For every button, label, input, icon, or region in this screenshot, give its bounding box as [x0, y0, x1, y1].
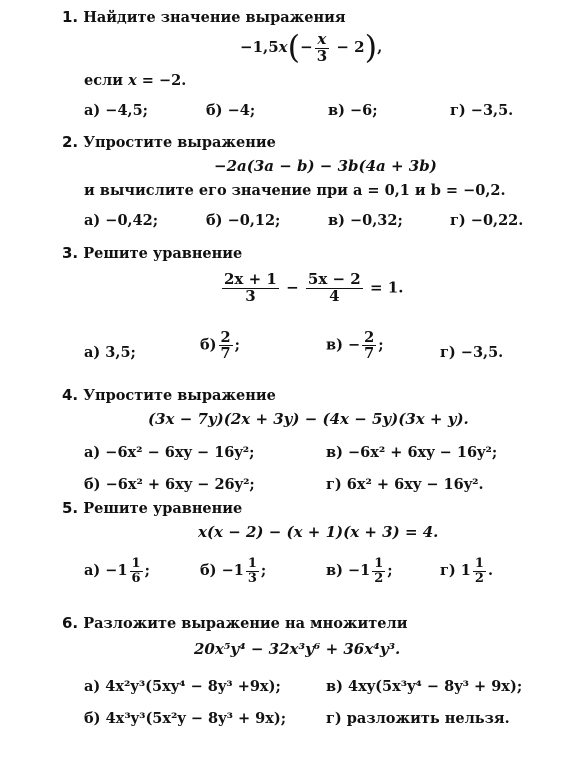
problem-2-answer-a: а) −0,42;: [84, 212, 159, 229]
fraction-numerator: 1: [474, 556, 484, 571]
problem-2-answer-d: г) −0,22.: [450, 212, 524, 229]
fraction-2: [306, 272, 363, 305]
problem-3-answer-a: а) 3,5;: [84, 344, 136, 361]
eq-rhs: = 1.: [369, 278, 404, 297]
problem-6-answer-c: в) 4xy(5x³y⁴ − 8y³ + 9x);: [326, 678, 523, 695]
answer-end: .: [487, 562, 493, 580]
problem-3-number: 3.: [62, 244, 79, 262]
fraction-numerator: 2: [220, 329, 231, 346]
expr-var: x: [278, 38, 288, 56]
problem-1-answer-a: а) −4,5;: [84, 102, 149, 119]
problem-2-answer-c: в) −0,32;: [328, 212, 403, 229]
fraction-denominator: 2: [474, 570, 484, 586]
problem-1-number: 1.: [62, 8, 79, 26]
fraction-numerator: 1: [247, 556, 257, 571]
fraction: [246, 557, 259, 585]
problem-5-title: Решите уравнение: [83, 500, 243, 517]
problem-4-header: [62, 386, 276, 404]
answer-end: ;: [378, 336, 384, 354]
problem-5-equation: x(x − 2) − (x + 1)(x + 3) = 4.: [198, 523, 439, 541]
problem-4-title: Упростите выражение: [83, 387, 276, 404]
problem-3-equation: [220, 272, 403, 305]
answer-end: ;: [234, 336, 240, 354]
problem-5-number: 5.: [62, 499, 79, 517]
problem-6-answer-b: б) 4x³y³(5x²y − 8y³ + 9x);: [84, 710, 287, 727]
paren-open: (: [287, 28, 301, 66]
cond-var: x: [128, 72, 137, 89]
paren-close: ): [364, 28, 378, 66]
fraction: [130, 557, 143, 585]
problem-5-answer-a: [84, 557, 150, 585]
problem-6-expression: 20x⁵y⁴ − 32x³y⁶ + 36x⁴y³.: [194, 640, 401, 658]
problem-3-header: [62, 244, 242, 262]
answer-label: в) −: [326, 336, 361, 354]
fraction-numerator: x: [315, 32, 329, 49]
problem-1-answer-d: г) −3,5.: [450, 102, 514, 119]
answer-label: в) −1: [326, 562, 371, 580]
problem-3-answer-c: [326, 330, 384, 361]
expr-part: −1,5: [240, 38, 279, 56]
fraction-1: [222, 272, 279, 305]
problem-3-answer-b: [200, 330, 240, 361]
problem-3-answer-d: г) −3,5.: [440, 344, 504, 361]
answer-label: б) −1: [200, 562, 244, 580]
fraction: [315, 29, 329, 65]
problem-4-number: 4.: [62, 386, 79, 404]
fraction-numerator: 2: [364, 329, 375, 346]
answer-label: а) −1: [84, 562, 128, 580]
cond-value: = −2.: [136, 72, 187, 89]
expr-end: ,: [377, 38, 383, 56]
problem-5-answer-c: [326, 557, 393, 585]
problem-4-answer-c: в) −6x² + 6xy − 16y²;: [326, 444, 498, 461]
problem-4-answer-a: а) −6x² − 6xy − 16y²;: [84, 444, 255, 461]
fraction-denominator: 2: [374, 570, 384, 586]
fraction-numerator: 5x − 2: [307, 270, 361, 288]
problem-6-header: [62, 614, 407, 632]
problem-2-title: Упростите выражение: [83, 134, 276, 151]
problem-5-answer-d: [440, 557, 493, 585]
answer-end: ;: [387, 562, 393, 580]
problem-6-answer-a: а) 4x²y³(5xy⁴ − 8y³ +9x);: [84, 678, 281, 695]
fraction: [219, 330, 233, 361]
answer-label: б): [200, 336, 217, 354]
answer-label: г) 1: [440, 562, 471, 580]
fraction-numerator: 1: [131, 556, 141, 571]
cond-text: если: [84, 72, 129, 89]
problem-2-condition: и вычислите его значение при a = 0,1 и b = −0,2.: [84, 182, 506, 199]
expr-part: − 2: [336, 38, 365, 56]
fraction: [473, 557, 486, 585]
problem-2-expression: −2a(3a − b) − 3b(4a + 3b): [214, 157, 437, 175]
fraction-denominator: 4: [329, 286, 340, 305]
expr-minus: −: [300, 38, 313, 56]
problem-6-title: Разложите выражение на множители: [83, 615, 408, 632]
eq-minus: −: [286, 278, 299, 297]
problem-2-header: [62, 133, 276, 151]
answer-end: ;: [260, 562, 267, 580]
problem-1-answer-c: в) −6;: [328, 102, 378, 119]
problem-3-title: Решите уравнение: [83, 245, 243, 262]
problem-1-header: [62, 8, 346, 26]
fraction-denominator: 6: [131, 570, 141, 586]
problem-6-number: 6.: [62, 614, 79, 632]
problem-2-number: 2.: [62, 133, 79, 151]
fraction-denominator: 3: [245, 286, 256, 305]
problem-2-answer-b: б) −0,12;: [206, 212, 281, 229]
problem-1-title: Найдите значение выражения: [83, 9, 346, 26]
problem-5-header: [62, 499, 242, 517]
problem-5-answer-b: [200, 557, 266, 585]
fraction-numerator: 2x + 1: [224, 270, 277, 288]
fraction-denominator: 7: [364, 345, 375, 363]
answer-end: ;: [144, 562, 150, 580]
fraction-denominator: 7: [220, 345, 231, 363]
fraction: [372, 557, 385, 585]
problem-1-expression: [240, 28, 382, 66]
problem-6-answer-d: г) разложить нельзя.: [326, 710, 510, 727]
fraction-numerator: 1: [374, 556, 384, 571]
fraction-denominator: 3: [316, 46, 328, 65]
fraction: [362, 330, 376, 361]
problem-4-answer-b: б) −6x² + 6xy − 26y²;: [84, 476, 255, 493]
problem-1-condition: [84, 72, 186, 89]
problem-1-answer-b: б) −4;: [206, 102, 256, 119]
problem-4-expression: (3x − 7y)(2x + 3y) − (4x − 5y)(3x + y).: [148, 410, 469, 428]
problem-4-answer-d: г) 6x² + 6xy − 16y².: [326, 476, 484, 493]
fraction-denominator: 3: [247, 570, 257, 586]
